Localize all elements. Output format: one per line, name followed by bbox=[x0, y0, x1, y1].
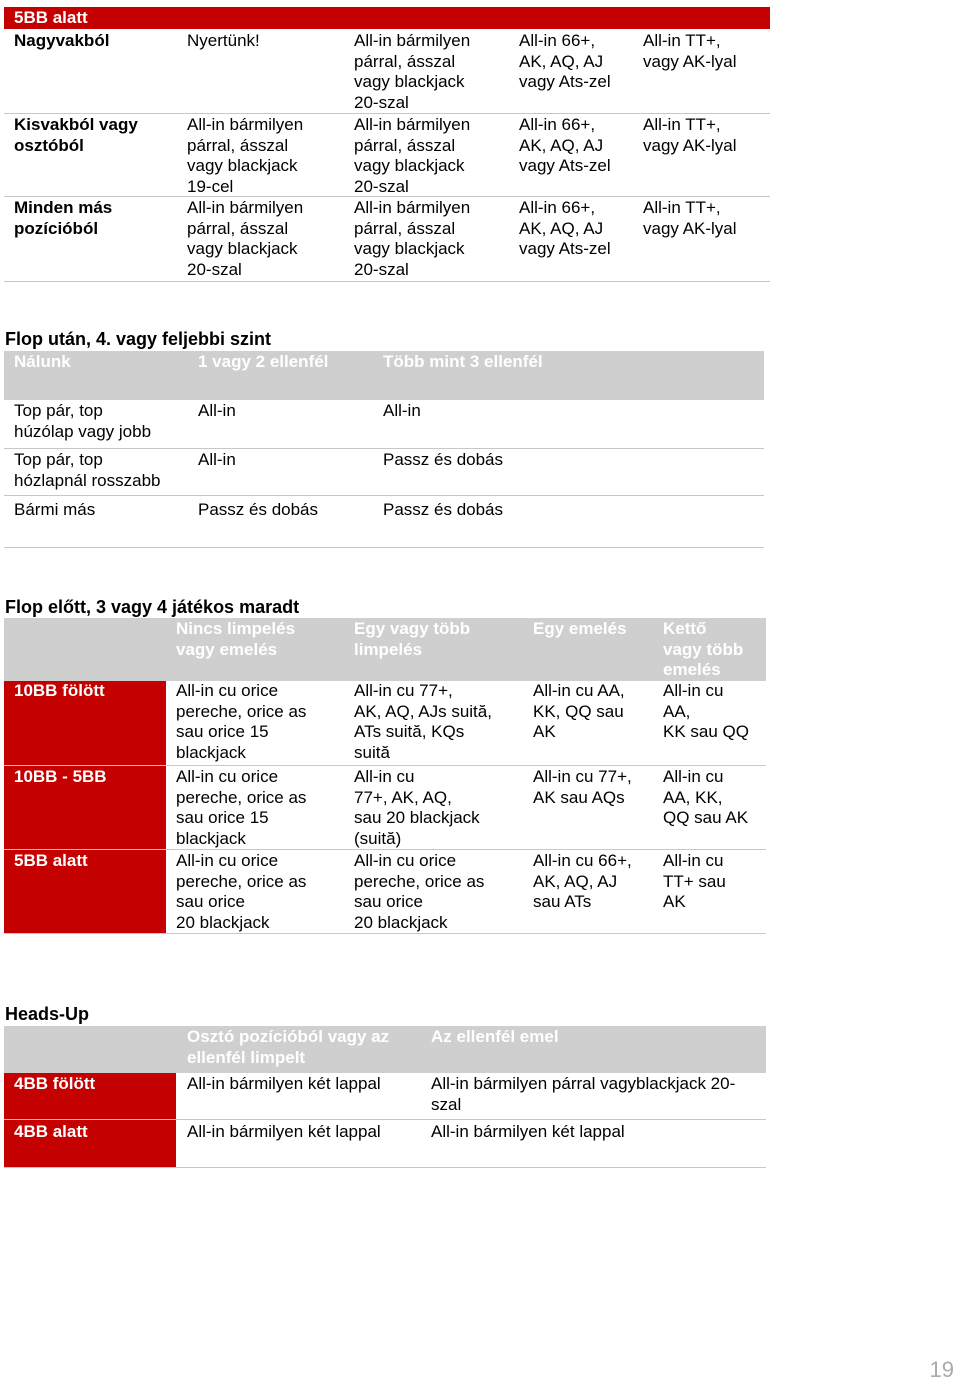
s4-r2-c1: 4BB alatt bbox=[14, 1122, 88, 1141]
section1-header: 5BB alatt bbox=[14, 8, 88, 27]
s1-r3-c3: All-in bármilyen párral, ásszal vagy blackjack 20-szal bbox=[354, 198, 471, 279]
s4-row-divider bbox=[4, 1119, 766, 1120]
section3-title: Flop előtt, 3 vagy 4 játékos maradt bbox=[5, 597, 300, 617]
s3-r2-c2: All-in cu orice pereche, orice as sau orice 15 blackjack bbox=[176, 767, 307, 848]
s3-r2-c1: 10BB - 5BB bbox=[14, 767, 107, 786]
s3-r1-c4: All-in cu AA, KK, QQ sau AK bbox=[533, 681, 625, 741]
s2-r1-c3: All-in bbox=[383, 401, 421, 420]
s2-row-divider bbox=[4, 495, 764, 496]
s2-r2-c3: Passz és dobás bbox=[383, 450, 504, 469]
s1-r1-c3: All-in bármilyen párral, ásszal vagy blackjack 20-szal bbox=[354, 31, 471, 112]
s2-row-divider bbox=[4, 448, 764, 449]
s4-r2-c2: All-in bármilyen két lappal bbox=[187, 1122, 381, 1141]
s3-r3-c5: All-in cu TT+ sau AK bbox=[663, 851, 726, 911]
s2-header-c3: Több mint 3 ellenfél bbox=[383, 352, 543, 371]
s1-r1-c1: Nagyvakból bbox=[14, 31, 110, 50]
s3-r1-c2: All-in cu orice pereche, orice as sau orice 15 blackjack bbox=[176, 681, 307, 762]
s3-header-c2: Nincs limpelés vagy emelés bbox=[176, 619, 296, 659]
s4-r1-c1: 4BB fölött bbox=[14, 1074, 96, 1093]
s1-r1-c2: Nyertünk! bbox=[187, 31, 260, 50]
s2-row-divider bbox=[4, 547, 764, 548]
s3-r1-c1: 10BB fölött bbox=[14, 681, 105, 700]
section3-label-column bbox=[4, 681, 166, 933]
s1-r2-c1: Kisvakból vagy osztóból bbox=[14, 115, 138, 155]
s1-r2-c2: All-in bármilyen párral, ásszal vagy blackjack 19-cel bbox=[187, 115, 304, 196]
s3-header-c4: Egy emelés bbox=[533, 619, 627, 638]
s3-header-c5: Kettő vagy több emelés bbox=[663, 619, 744, 679]
s3-r3-c3: All-in cu orice pereche, orice as sau orice 20 blackjack bbox=[354, 851, 485, 932]
s3-row-divider bbox=[4, 849, 766, 850]
s4-r1-c2: All-in bármilyen két lappal bbox=[187, 1074, 381, 1093]
s4-r2-c3: All-in bármilyen két lappal bbox=[431, 1122, 625, 1141]
s3-r2-c5: All-in cu AA, KK, QQ sau AK bbox=[663, 767, 749, 827]
s4-row-divider bbox=[4, 1167, 766, 1168]
s2-header-c1: Nálunk bbox=[14, 352, 71, 371]
s2-r3-c1: Bármi más bbox=[14, 500, 96, 519]
s2-header-c2: 1 vagy 2 ellenfél bbox=[198, 352, 329, 371]
s3-r1-c5: All-in cu AA, KK sau QQ bbox=[663, 681, 749, 741]
s1-row-divider bbox=[4, 281, 770, 282]
s3-r2-c3: All-in cu 77+, AK, AQ, sau 20 blackjack (suită) bbox=[354, 767, 480, 848]
s4-header-c3: Az ellenfél emel bbox=[431, 1027, 559, 1046]
s3-r3-c2: All-in cu orice pereche, orice as sau orice 20 blackjack bbox=[176, 851, 307, 932]
s3-r3-c1: 5BB alatt bbox=[14, 851, 88, 870]
s2-r2-c2: All-in bbox=[198, 450, 236, 469]
s2-r1-c2: All-in bbox=[198, 401, 236, 420]
page-number: 19 bbox=[929, 1357, 954, 1382]
s2-r2-c1: Top pár, top hózlapnál rosszabb bbox=[14, 450, 161, 490]
s2-r3-c2: Passz és dobás bbox=[198, 500, 319, 519]
s1-r2-c3: All-in bármilyen párral, ásszal vagy blackjack 20-szal bbox=[354, 115, 471, 196]
s4-r1-c3: All-in bármilyen párral vagyblackjack 20- szal bbox=[431, 1074, 736, 1114]
s1-r1-c4: All-in 66+, AK, AQ, AJ vagy Ats-zel bbox=[519, 31, 611, 91]
s2-r1-c1: Top pár, top húzólap vagy jobb bbox=[14, 401, 152, 441]
s3-header-c3: Egy vagy több limpelés bbox=[354, 619, 471, 659]
s1-r3-c4: All-in 66+, AK, AQ, AJ vagy Ats-zel bbox=[519, 198, 611, 258]
s1-r2-c5: All-in TT+, vagy AK-lyal bbox=[643, 115, 737, 155]
s1-row-divider bbox=[4, 113, 770, 114]
section2-title: Flop után, 4. vagy feljebbi szint bbox=[5, 329, 272, 349]
s1-r2-c4: All-in 66+, AK, AQ, AJ vagy Ats-zel bbox=[519, 115, 611, 175]
section1-header-bar bbox=[4, 7, 770, 29]
s1-r3-c5: All-in TT+, vagy AK-lyal bbox=[643, 198, 737, 238]
s3-r2-c4: All-in cu 77+, AK sau AQs bbox=[533, 767, 632, 807]
s1-r3-c2: All-in bármilyen párral, ásszal vagy blackjack 20-szal bbox=[187, 198, 304, 279]
s1-r3-c1: Minden más pozícióból bbox=[14, 198, 113, 238]
s4-header-c2: Osztó pozícióból vagy az ellenfél limpelt bbox=[187, 1027, 390, 1067]
s3-r3-c4: All-in cu 66+, AK, AQ, AJ sau ATs bbox=[533, 851, 632, 911]
s3-row-divider bbox=[4, 933, 766, 934]
s1-row-divider bbox=[4, 196, 770, 197]
s3-row-divider bbox=[4, 765, 766, 766]
section4-title: Heads-Up bbox=[5, 1004, 90, 1024]
s2-r3-c3: Passz és dobás bbox=[383, 500, 504, 519]
s1-r1-c5: All-in TT+, vagy AK-lyal bbox=[643, 31, 737, 71]
s3-r1-c3: All-in cu 77+, AK, AQ, AJs suită, ATs suită, KQs suită bbox=[354, 681, 492, 762]
